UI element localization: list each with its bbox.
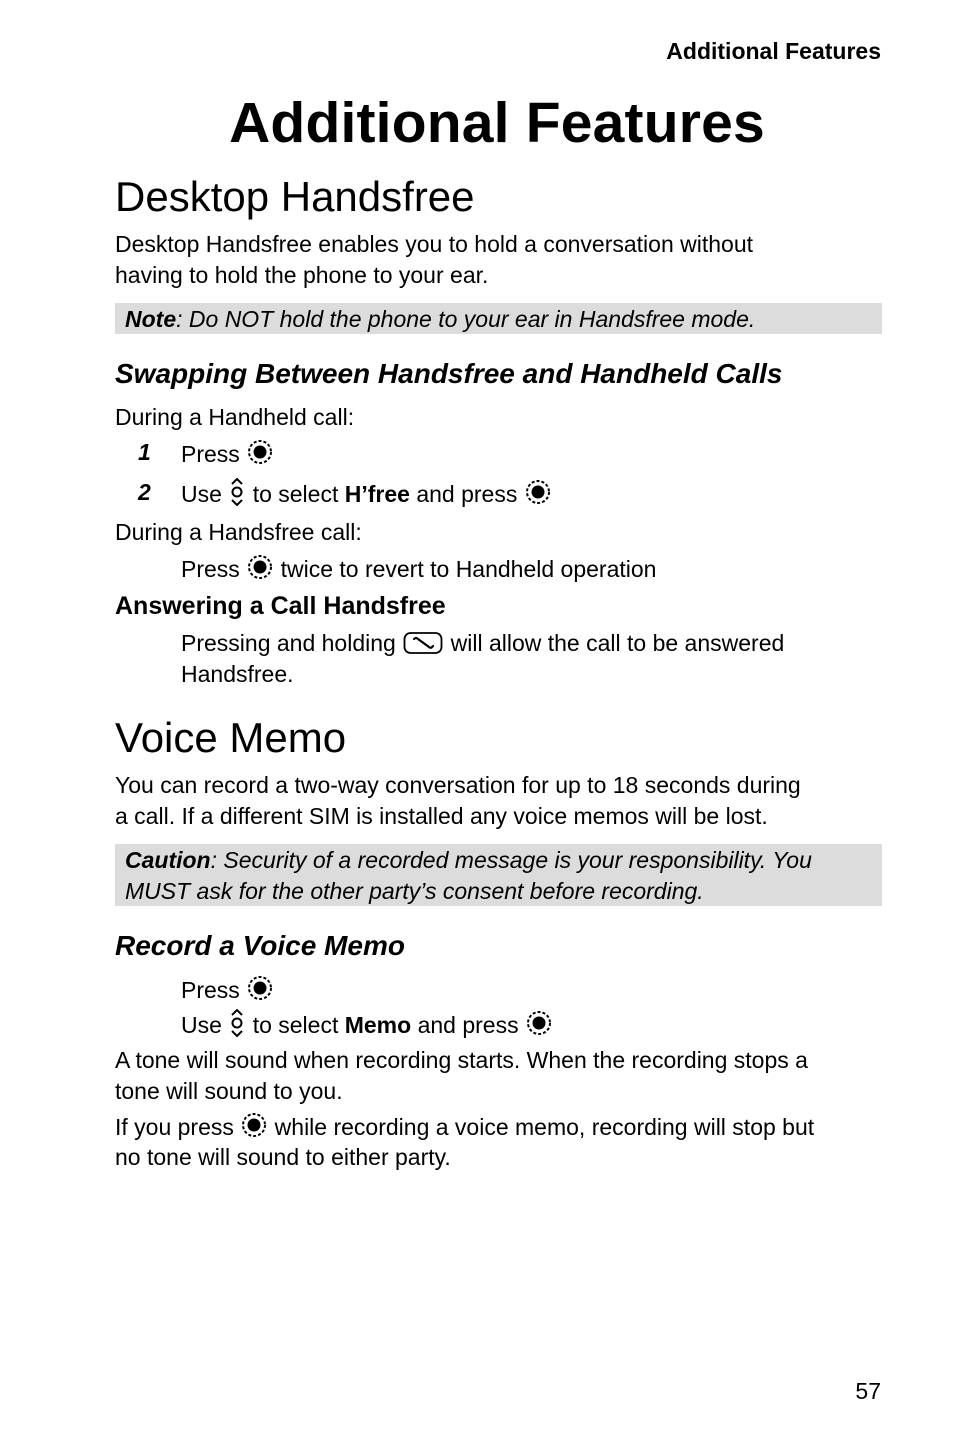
- handheld-call-intro: During a Handheld call:: [115, 404, 355, 430]
- record-use: Use: [181, 1012, 222, 1038]
- desktop-handsfree-intro-line2: having to hold the phone to your ear.: [115, 262, 489, 288]
- up-down-nav-key-icon: [229, 1009, 245, 1037]
- select-key-icon: [526, 1009, 552, 1037]
- tone-line2: tone will sound to you.: [115, 1078, 343, 1104]
- voice-memo-intro-line1: You can record a two-way conversation for up to 18 seconds during: [115, 772, 801, 798]
- record-select: to select: [252, 1012, 339, 1038]
- select-key-icon: [525, 478, 551, 506]
- step-number-1: 1: [138, 439, 151, 465]
- running-header: Additional Features: [666, 38, 881, 64]
- caution-line2: MUST ask for the other party’s consent before recording.: [125, 878, 704, 904]
- caution-line1: : Security of a recorded message is your responsibility. You: [210, 847, 812, 873]
- record-heading: Record a Voice Memo: [115, 930, 405, 961]
- select-key-icon: [247, 974, 273, 1002]
- revert-instruction: [181, 553, 656, 585]
- note-text: : Do NOT hold the phone to your ear in Handsfree mode.: [176, 306, 756, 332]
- stop-pre: If you press: [115, 1114, 234, 1140]
- answering-line1: [181, 628, 784, 659]
- page-number: 57: [855, 1378, 881, 1404]
- voice-memo-heading: Voice Memo: [115, 714, 347, 761]
- step-2-use: Use: [181, 481, 222, 507]
- note-callout: [115, 303, 882, 334]
- step-2-select: to select: [252, 481, 339, 507]
- hfree-option: H’free: [344, 481, 410, 507]
- revert-press: Press: [181, 556, 240, 582]
- memo-option: Memo: [344, 1012, 412, 1038]
- answering-heading: Answering a Call Handsfree: [115, 592, 446, 620]
- record-and-press: and press: [417, 1012, 519, 1038]
- tone-line1: A tone will sound when recording starts. When the recording stops a: [115, 1047, 808, 1073]
- answering-post: will allow the call to be answered: [450, 630, 785, 656]
- record-step-press: [181, 974, 274, 1006]
- answering-line2: Handsfree.: [181, 661, 294, 687]
- desktop-handsfree-intro-line1: Desktop Handsfree enables you to hold a conversation without: [115, 231, 754, 257]
- voice-memo-intro-line2: a call. If a different SIM is installed any voice memos will be lost.: [115, 803, 768, 829]
- caution-label: Caution: [125, 847, 211, 873]
- step-1-text: [181, 438, 274, 470]
- up-down-nav-key-icon: [229, 478, 245, 506]
- swapping-heading: Swapping Between Handsfree and Handheld Calls: [115, 358, 783, 389]
- stop-line2: no tone will sound to either party.: [115, 1144, 451, 1170]
- handsfree-call-intro: During a Handsfree call:: [115, 519, 362, 545]
- step-2-and-press: and press: [416, 481, 518, 507]
- step-number-2: 2: [138, 479, 151, 505]
- caution-callout: [115, 844, 882, 906]
- select-key-icon: [247, 553, 273, 581]
- page-title: Additional Features: [229, 91, 765, 155]
- step-1-press: Press: [181, 441, 240, 467]
- answering-pre: Pressing and holding: [181, 630, 396, 656]
- select-key-icon: [241, 1111, 267, 1139]
- stop-line1: [115, 1111, 814, 1143]
- send-call-key-icon: [403, 630, 443, 656]
- record-step-select: [181, 1009, 553, 1041]
- select-key-icon: [247, 438, 273, 466]
- record-press: Press: [181, 977, 240, 1003]
- stop-post: while recording a voice memo, recording will stop but: [274, 1114, 815, 1140]
- step-2-text: [181, 478, 552, 510]
- revert-rest: twice to revert to Handheld operation: [280, 556, 657, 582]
- note-label: Note: [125, 306, 177, 332]
- desktop-handsfree-heading: Desktop Handsfree: [115, 173, 475, 220]
